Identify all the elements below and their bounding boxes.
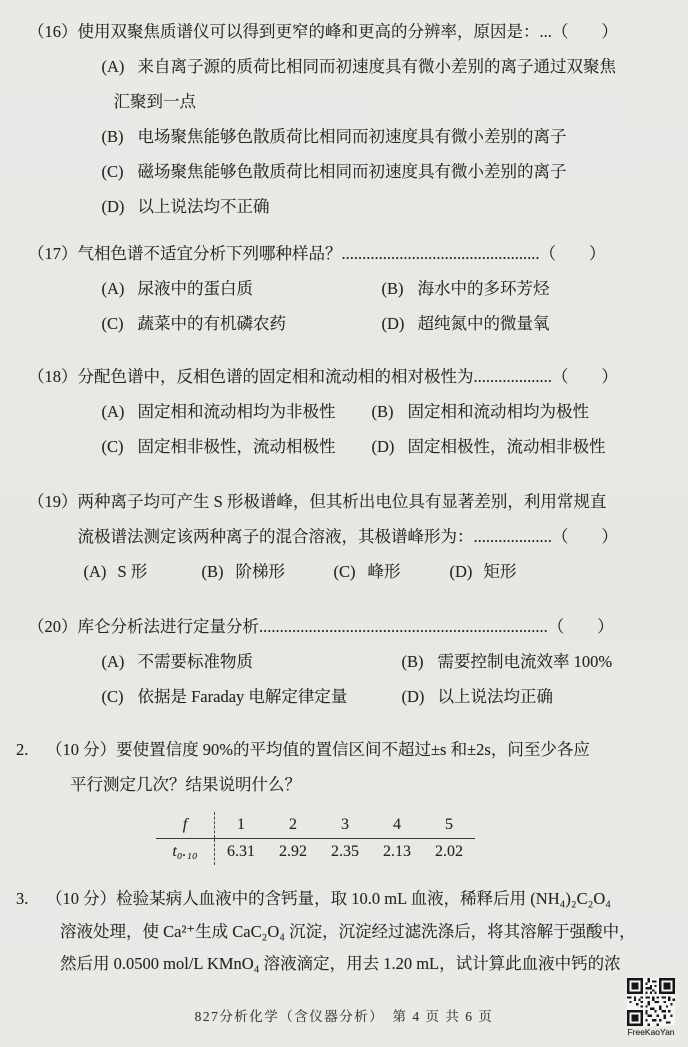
option-key: (C) — [101, 162, 124, 181]
option-text: 需要控制电流效率 100% — [437, 652, 613, 671]
question-text-line-1: （10 分）要使置信度 90%的平均值的置信区间不超过±s 和±2s，问至少各应 — [46, 740, 590, 759]
option-text: 依据是 Faraday 电解定律定量 — [137, 687, 348, 706]
option-key: (B) — [371, 402, 394, 421]
table-cell: 2 — [267, 812, 319, 839]
option-text: 固定相和流动相均为极性 — [407, 402, 589, 421]
option-c — [102, 154, 663, 189]
question-text-line-2: 溶液处理，使 Ca²⁺生成 CaC₂O₄ 沉淀，沉淀经过滤洗涤后，将其溶解于强酸中， — [60, 921, 636, 941]
option-key: (A) — [101, 279, 125, 298]
option-text: 尿液中的蛋白质 — [137, 279, 253, 298]
question-17 — [28, 236, 662, 341]
option-key: (C) — [333, 562, 356, 581]
option-key: (A) — [83, 562, 107, 581]
question-3 — [16, 883, 662, 981]
option-a — [84, 554, 202, 589]
option-text: 磁场聚焦能够色散质荷比相同而初速度具有微小差别的离子 — [137, 162, 567, 181]
option-text: 固定相非极性，流动相极性 — [137, 437, 336, 456]
question-number: 2. — [16, 740, 29, 759]
question-text-line-2: 平行测定几次？结果说明什么？ — [70, 775, 301, 794]
table-cell: 1 — [215, 812, 268, 839]
question-number: （16） — [28, 22, 78, 41]
question-number: 3. — [16, 889, 29, 908]
option-text: 矩形 — [483, 562, 517, 581]
question-stem-line-2: 流极谱法测定该两种离子的混合溶液，其极谱峰形为：...................（ ） — [77, 527, 618, 546]
question-16 — [28, 14, 662, 224]
option-b — [402, 644, 663, 679]
option-key: (C) — [101, 437, 124, 456]
table-cell: 2.92 — [279, 843, 307, 860]
option-text: 蔬菜中的有机磷农药 — [137, 314, 286, 333]
question-number: （20） — [28, 617, 78, 636]
option-b — [102, 119, 663, 154]
options-list — [78, 394, 663, 464]
option-a — [102, 271, 382, 306]
question-20 — [28, 609, 662, 714]
option-b — [372, 394, 663, 429]
question-18 — [28, 359, 662, 464]
option-a-continuation: 汇聚到一点 — [113, 92, 196, 111]
table-cell: 6.31 — [227, 843, 255, 860]
table-cell: 3 — [319, 812, 371, 839]
option-d — [382, 306, 663, 341]
option-key: (A) — [101, 402, 125, 421]
option-b — [202, 554, 334, 589]
question-number: （18） — [28, 367, 78, 386]
option-d — [102, 189, 663, 224]
option-key: (D) — [449, 562, 473, 581]
t-value-table — [156, 812, 475, 865]
page-footer: 827分析化学（含仪器分析） 第 4 页 共 6 页 — [194, 1009, 494, 1024]
option-key: (A) — [101, 652, 125, 671]
options-list — [78, 644, 663, 714]
qr-watermark — [625, 978, 677, 1037]
question-stem: 使用双聚焦质谱仪可以得到更窄的峰和更高的分辨率，原因是：...（ ） — [77, 22, 618, 41]
table-cell: 5 — [423, 812, 475, 839]
table-cell: 2.02 — [435, 843, 463, 860]
option-a — [102, 644, 402, 679]
option-c — [334, 554, 450, 589]
question-stem: 分配色谱中，反相色谱的固定相和流动相的相对极性为...................（ ） — [77, 367, 618, 386]
question-text-line-3: 然后用 0.0500 mol/L KMnO₄ 溶液滴定，用去 1.20 mL，试计算此血液中钙的浓 — [60, 954, 621, 973]
question-number: （19） — [28, 492, 78, 511]
table-cell: 2.35 — [331, 843, 359, 860]
option-key: (D) — [381, 314, 405, 333]
option-text: 海水中的多环芳烃 — [417, 279, 550, 298]
option-key: (D) — [371, 437, 395, 456]
option-text: 固定相和流动相均为非极性 — [137, 402, 336, 421]
option-d — [402, 679, 663, 714]
option-a — [102, 394, 372, 429]
question-2 — [16, 732, 662, 865]
option-key: (C) — [101, 687, 124, 706]
option-key: (D) — [101, 197, 125, 216]
qr-code — [627, 978, 675, 1026]
option-text: 峰形 — [367, 562, 401, 581]
option-d — [372, 429, 663, 464]
options-list — [78, 49, 663, 224]
option-key: (D) — [401, 687, 425, 706]
question-stem: 库仑分析法进行定量分析......................................................................（ ） — [77, 617, 614, 636]
table-row — [156, 812, 475, 839]
option-key: (B) — [401, 652, 424, 671]
option-text: 不需要标准物质 — [137, 652, 253, 671]
options-list — [78, 554, 663, 589]
table-cell: 4 — [371, 812, 423, 839]
option-key: (C) — [101, 314, 124, 333]
option-text: 固定相极性，流动相非极性 — [407, 437, 606, 456]
option-text: 电场聚焦能够色散质荷比相同而初速度具有微小差别的离子 — [137, 127, 567, 146]
option-b — [382, 271, 663, 306]
option-text: 以上说法均不正确 — [137, 197, 270, 216]
option-text: 阶梯形 — [235, 562, 285, 581]
question-stem-line-1: 两种离子均可产生 S 形极谱峰，但其析出电位具有显著差别，利用常规直 — [77, 492, 607, 511]
option-key: (B) — [201, 562, 224, 581]
watermark-label: FreeKaoYan — [627, 1027, 675, 1037]
question-text-line-1: （10 分）检验某病人血液中的含钙量，取 10.0 mL 血液，稀释后用 (NH₄)₂C₂O₄ — [46, 889, 612, 908]
table-row — [156, 839, 475, 866]
option-text: 来自离子源的质荷比相同而初速度具有微小差别的离子通过双聚焦 — [137, 57, 616, 76]
option-c — [102, 679, 402, 714]
option-c — [102, 429, 372, 464]
table-cell: 2.13 — [383, 843, 411, 860]
table-header-f: f — [156, 812, 215, 839]
option-key: (A) — [101, 57, 125, 76]
table-header-t010: t₀.₁₀ — [156, 839, 215, 866]
option-text: 以上说法均正确 — [437, 687, 553, 706]
option-key: (B) — [381, 279, 404, 298]
option-text: 超纯氮中的微量氧 — [417, 314, 550, 333]
option-key: (B) — [101, 127, 124, 146]
question-19 — [28, 484, 662, 589]
option-a — [102, 49, 663, 84]
question-number: （17） — [28, 244, 78, 263]
options-list — [78, 271, 663, 341]
question-stem: 气相色谱不适宜分析下列哪种样品？................................................（ ） — [77, 244, 606, 263]
option-text: S 形 — [117, 562, 148, 581]
option-d — [450, 554, 663, 589]
option-c — [102, 306, 382, 341]
